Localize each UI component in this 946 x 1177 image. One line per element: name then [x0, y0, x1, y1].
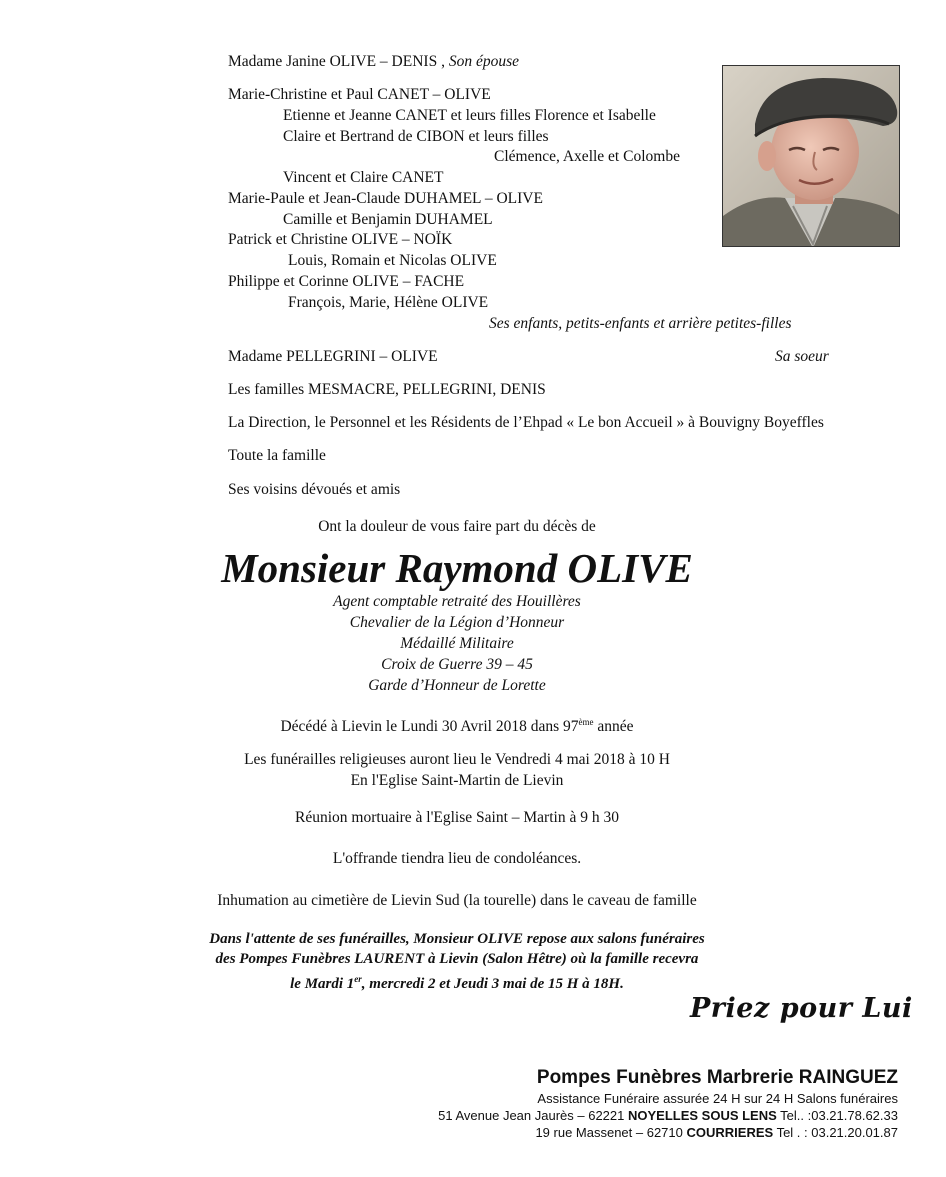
reunion-line: Réunion mortuaire à l'Eglise Saint – Martin à 9 h 30 [295, 809, 619, 826]
death-sup: ème [578, 717, 594, 727]
title-line: Croix de Guerre 39 – 45 [381, 656, 533, 673]
family-line: Clémence, Axelle et Colombe [494, 148, 680, 165]
sister-role: Sa soeur [775, 348, 829, 365]
note-3b: , mercredi 2 et Jeudi 3 mai de 15 H à 18H. [361, 976, 624, 992]
note-line-2: des Pompes Funèbres LAURENT à Lievin (Salon Hêtre) où la famille recevra [215, 951, 699, 967]
address-line-2 [535, 1125, 898, 1141]
portrait-illustration [723, 66, 900, 247]
wife-role: Son épouse [448, 53, 519, 70]
address-line-1 [438, 1108, 898, 1124]
family-line: Philippe et Corinne OLIVE – FACHE [228, 273, 465, 290]
prayer-line: Priez pour Lui [690, 993, 913, 1024]
deceased-name: Monsieur Raymond OLIVE [221, 545, 693, 591]
family-line: Claire et Bertrand de CIBON et leurs filles [283, 128, 549, 145]
burial-line: Inhumation au cimetière de Lievin Sud (la tourelle) dans le caveau de famille [217, 892, 697, 909]
family-line: Marie-Christine et Paul CANET – OLIVE [228, 86, 491, 103]
note-line-3 [0, 969, 946, 994]
title-line: Agent comptable retraité des Houillères [333, 593, 581, 610]
wife-name: Madame Janine OLIVE – DENIS , [228, 53, 445, 70]
intro-line: Ont la douleur de vous faire part du décès de [318, 518, 596, 535]
families-line: Les familles MESMACRE, PELLEGRINI, DENIS [228, 381, 546, 398]
all-family-line: Toute la famille [228, 447, 326, 464]
family-line: Louis, Romain et Nicolas OLIVE [288, 252, 497, 269]
address-1-tel: Tel.. :03.21.78.62.33 [776, 1108, 898, 1123]
family-line: Vincent et Claire CANET [283, 169, 444, 186]
title-line: Garde d’Honneur de Lorette [368, 677, 546, 694]
ehpad-line: La Direction, le Personnel et les Résidents de l’Ehpad « Le bon Accueil » à Bouvigny Boyeffles [228, 414, 824, 431]
note-3sup: er [354, 974, 362, 984]
death-line [0, 712, 946, 737]
address-2-street: 19 rue Massenet – 62710 [535, 1125, 687, 1140]
family-line: Patrick et Christine OLIVE – NOÏK [228, 231, 453, 248]
offering-line: L'offrande tiendra lieu de condoléances. [332, 850, 582, 867]
title-line: Chevalier de la Légion d’Honneur [349, 614, 565, 631]
death-tail: année [593, 718, 634, 736]
note-3a: le Mardi 1 [290, 976, 355, 992]
family-line: Camille et Benjamin DUHAMEL [283, 211, 493, 228]
funeral-line-1: Les funérailles religieuses auront lieu le Vendredi 4 mai 2018 à 10 H [244, 751, 670, 768]
address-1-street: 51 Avenue Jean Jaurès – 62221 [438, 1108, 628, 1123]
title-line: Médaillé Militaire [400, 635, 514, 652]
family-line: François, Marie, Hélène OLIVE [288, 294, 489, 311]
sister-name: Madame PELLEGRINI – OLIVE [228, 348, 438, 365]
address-1-city: NOYELLES SOUS LENS [627, 1108, 777, 1123]
family-line: Etienne et Jeanne CANET et leurs filles Florence et Isabelle [283, 107, 656, 124]
children-role: Ses enfants, petits-enfants et arrière petites-filles [489, 315, 792, 332]
funeral-line-2: En l'Eglise Saint-Martin de Lievin [350, 772, 564, 789]
address-2-tel: Tel . : 03.21.20.01.87 [773, 1125, 898, 1140]
family-line: Marie-Paule et Jean-Claude DUHAMEL – OLIVE [228, 190, 543, 207]
address-2-city: COURRIERES [686, 1125, 774, 1140]
assistance-line: Assistance Funéraire assurée 24 H sur 24 H Salons funéraires [537, 1091, 898, 1106]
portrait-photo [722, 65, 900, 247]
neighbors-line: Ses voisins dévoués et amis [228, 481, 401, 498]
wife-line [228, 52, 519, 72]
company-name: Pompes Funèbres Marbrerie RAINGUEZ [536, 1067, 898, 1088]
death-text: Décédé à Lievin le Lundi 30 Avril 2018 dans 97 [280, 718, 579, 736]
note-line-1: Dans l'attente de ses funérailles, Monsieur OLIVE repose aux salons funéraires [209, 931, 705, 947]
